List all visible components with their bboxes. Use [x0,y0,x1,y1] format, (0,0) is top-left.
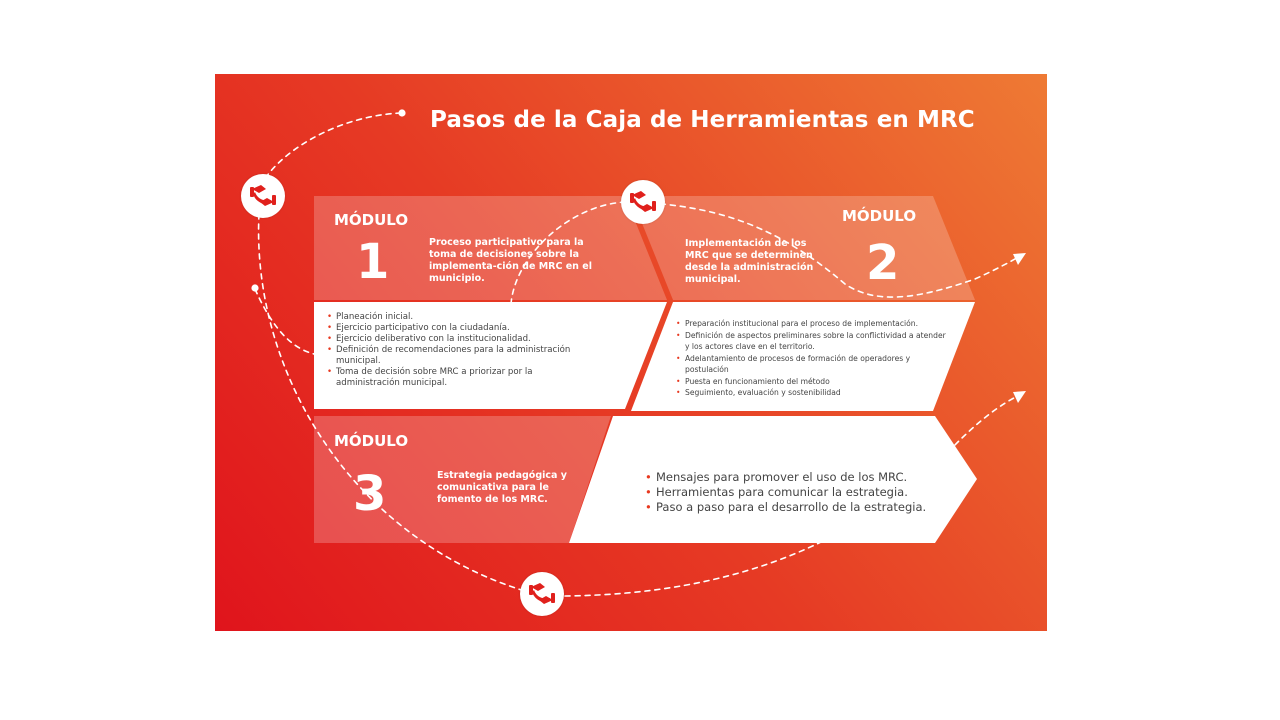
list-item: • Ejercicio deliberativo con la institucionalidad. [327,334,577,345]
list-item: • Ejercicio participativo con la ciudadanía. [327,323,577,334]
flow-arrow-bottom [1013,391,1026,403]
handshake-icon [241,174,285,218]
module-2-label: MÓDULO [842,207,917,225]
module-1-items [327,312,577,389]
handshake-icon [520,572,564,616]
module-3-label: MÓDULO [334,432,409,450]
list-item: • Puesta en funcionamiento del método [676,376,948,388]
module-3-items [645,470,945,515]
handshake-badge-top [621,180,665,224]
module-2-items [676,318,948,399]
list-item: • Toma de decisión sobre MRC a priorizar por la administración municipal. [327,367,577,389]
module-2-description: Implementación de los MRC que se determinen desde la administración municipal. [685,238,814,285]
module-3-number: 3 [353,466,387,522]
list-item: • Paso a paso para el desarrollo de la estrategia. [645,500,945,515]
list-item: • Definición de recomendaciones para la administración municipal. [327,345,577,367]
list-item: • Planeación inicial. [327,312,577,323]
flow-dot-left [251,284,258,291]
module-2-number: 2 [866,235,900,291]
handshake-icon [621,180,665,224]
handshake-badge-bottom [520,572,564,616]
diagram-title: Pasos de la Caja de Herramientas en MRC [430,107,975,133]
list-item: • Adelantamiento de procesos de formación de operadores y postulación [676,353,948,376]
module-1-description: Proceso participativo para la toma de decisiones sobre la implementa-ción de MRC en el municipio. [429,237,592,284]
list-item: • Definición de aspectos preliminares sobre la conflictividad a atender y los actores clave en el territorio. [676,330,948,353]
flow-path-left-short [255,289,314,354]
diagram-slide [215,74,1047,631]
list-item: • Seguimiento, evaluación y sostenibilidad [676,387,948,399]
module-3-description: Estrategia pedagógica y comunicativa para le fomento de los MRC. [437,470,567,505]
handshake-badge-left [241,174,285,218]
list-item: • Preparación institucional para el proceso de implementación. [676,318,948,330]
list-item: • Herramientas para comunicar la estrategia. [645,485,945,500]
flow-start-dot [398,109,405,116]
list-item: • Mensajes para promover el uso de los MRC. [645,470,945,485]
module-1-label: MÓDULO [334,211,409,229]
module-1-number: 1 [356,234,390,290]
